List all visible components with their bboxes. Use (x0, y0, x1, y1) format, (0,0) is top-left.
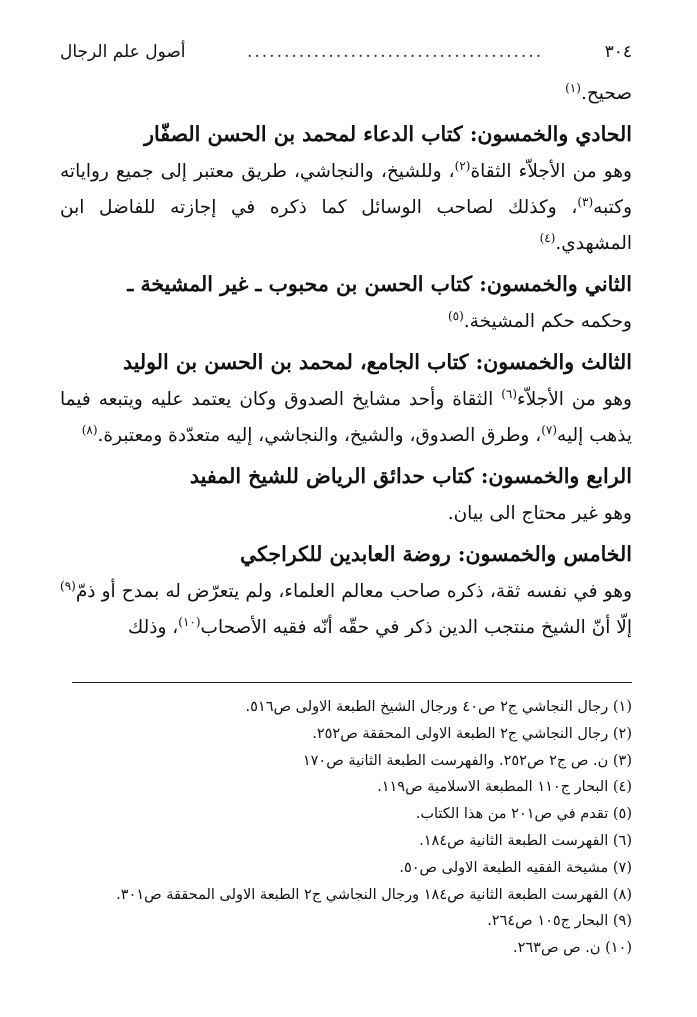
footnote-item: (٩) البحار ج١٠٥ ص٢٦٤. (487, 913, 632, 930)
footnote-item: (٦) الفهرست الطبعة الثانية ص١٨٤. (419, 832, 632, 849)
text-run: وحكمه حكم المشيخة. (463, 311, 632, 332)
footnote-reference[interactable]: (٦) (501, 386, 518, 401)
running-header (60, 42, 632, 72)
text-run: ، وكذلك لصاحب الوسائل كما ذكره في إجازته للفاضل ابن المشهدي. (60, 197, 632, 254)
footnote-item: (٤) البحار ج١١٠ المطبعة الاسلامية ص١١٩. (377, 779, 632, 796)
footnote-item: (٣) ن. ص ج٢ ص٢٥٢. والفهرست الطبعة الثانية ص١٧٠ (302, 752, 632, 769)
footnote-item: (١) رجال النجاشي ج٢ ص٤٠ ورجال الشيخ الطبعة الاولى ص٥١٦. (245, 699, 632, 715)
text-run: ، وللشيخ، والنجاشي، طريق معتبر إلى جميع رواياته وكتبه (60, 161, 632, 218)
paragraph (60, 382, 632, 454)
footnote-reference[interactable]: (٩) (60, 578, 76, 593)
footnote-reference[interactable]: (١) (565, 80, 581, 95)
paragraph (60, 154, 632, 262)
section-heading (60, 342, 632, 382)
book-page (60, 42, 632, 982)
section-heading (60, 456, 632, 496)
text-run: وهو في نفسه ثقة، ذكره صاحب معالم العلماء، ولم يتعرّض له بمدح أو ذمّ (75, 581, 632, 602)
page-number: ٣٠٤ (604, 42, 632, 62)
text-run: الثاني والخمسون: كتاب الحسن بن محبوب ـ غير المشيخة ـ (127, 272, 632, 296)
text-run: الحادي والخمسون: كتاب الدعاء لمحمد بن الحسن الصفّار (144, 122, 632, 146)
section-heading (60, 534, 632, 574)
text-run: وهو من الأجلاّء (517, 389, 632, 410)
text-run: إلّا أنّ الشيخ منتجب الدين ذكر في حقّه أنّه فقيه الأصحاب (200, 617, 632, 638)
footnote-reference[interactable]: (١٠) (178, 614, 201, 629)
text-run: الرابع والخمسون: كتاب حدائق الرياض للشيخ المفيد (189, 464, 632, 488)
text-run: صحيح. (580, 83, 632, 104)
footnote-reference[interactable]: (٤) (539, 230, 556, 245)
paragraph (60, 304, 632, 340)
text-run: وهو من الأجلاّء الثقاة (470, 161, 632, 182)
book-title: أصول علم الرجال (60, 42, 186, 62)
footnote-reference[interactable]: (٥) (447, 308, 464, 323)
footnotes-list (60, 694, 632, 962)
footnote-item: (٢) رجال النجاشي ج٢ الطبعة الاولى المحققة ص٢٥٢. (312, 725, 632, 742)
section-heading (60, 114, 632, 154)
text-run: الخامس والخمسون: روضة العابدين للكراجكي (239, 542, 632, 566)
footnote-item: (١٠) ن. ص ص٢٦٣. (512, 940, 632, 957)
footnote-reference[interactable]: (٨) (81, 422, 98, 437)
text-run: الثقاة وأحد مشايخ الصدوق وكان يعتمد عليه ويتبعه فيما يذهب إليه (60, 389, 632, 446)
text-run: ، وطرق الصدوق، والشيخ، والنجاشي، إليه متعدّدة ومعتبرة. (97, 425, 542, 446)
paragraph (60, 496, 632, 532)
body-text (60, 76, 632, 646)
text-run: الثالث والخمسون: كتاب الجامع، لمحمد بن الحسن بن الوليد (122, 350, 632, 374)
paragraph (60, 76, 632, 112)
footnote-reference[interactable]: (٢) (454, 158, 471, 173)
footnote-item: (٥) تقدم في ص٢٠١ من هذا الكتاب. (415, 806, 632, 823)
text-run: وهو غير محتاج الى بيان. (447, 503, 632, 524)
footnote-item: (٧) مشيخة الفقيه الطبعة الاولى ص٥٠. (399, 859, 632, 876)
footnote-item: (٨) الفهرست الطبعة الثانية ص١٨٤ ورجال النجاشي ج٢ الطبعة الاولى المحققة ص٣٠١. (116, 886, 632, 903)
footnote-divider (72, 682, 632, 683)
footnote-reference[interactable]: (٣) (577, 194, 594, 209)
footnote-reference[interactable]: (٧) (541, 422, 558, 437)
text-run: ، وذلك (128, 617, 179, 638)
paragraph (60, 574, 632, 646)
section-heading (60, 264, 632, 304)
header-leader-dots: ........................................ (246, 42, 544, 62)
